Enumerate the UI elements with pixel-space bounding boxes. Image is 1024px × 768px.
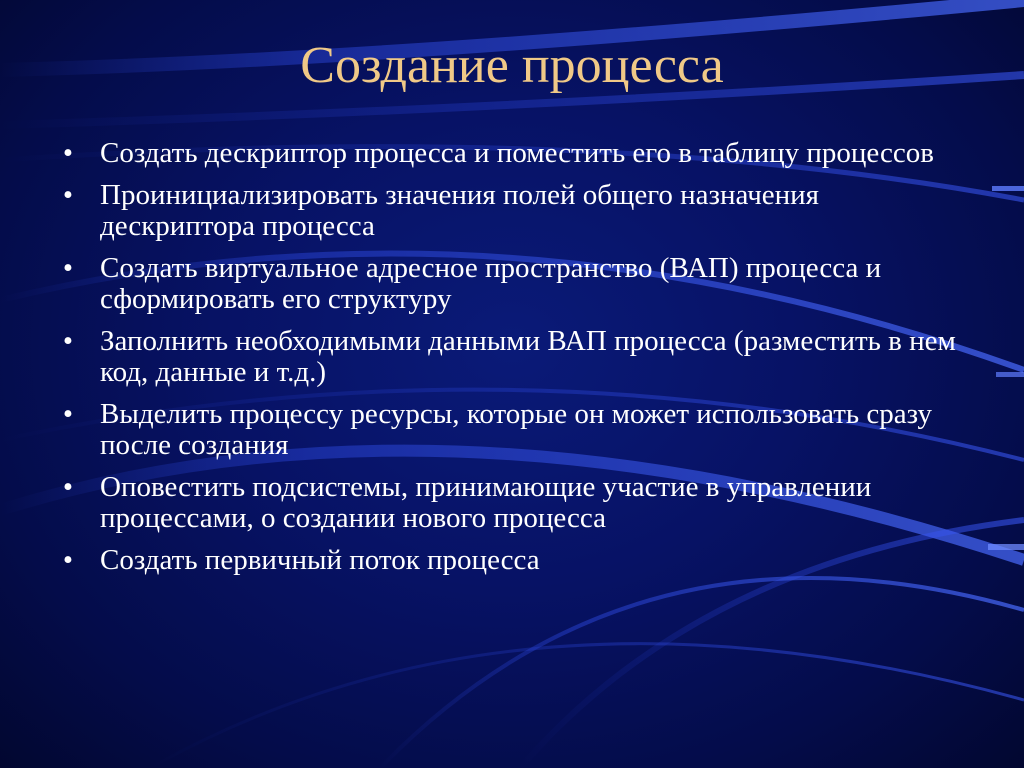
list-item-text: Создать виртуальное адресное пространство (ВАП) процесса и сформировать его структуру [100,252,882,315]
list-item-text: Выделить процессу ресурсы, которые он может использовать сразу после создания [100,398,932,461]
list-item [58,472,968,534]
list-item-text: Создать первичный поток процесса [100,544,540,576]
bullet-icon: • [62,325,74,357]
bullet-icon: • [62,544,74,576]
list-item-text: Проинициализировать значения полей общего назначения дескриптора процесса [100,179,820,242]
list-item [58,399,968,461]
list-item [58,545,968,576]
page-title: Создание процесса [300,37,724,94]
bullet-icon: • [62,471,74,503]
bullet-icon: • [62,252,74,284]
bullet-list [58,138,968,587]
list-item-text: Создать дескриптор процесса и поместить его в таблицу процессов [100,137,934,169]
list-item [58,253,968,315]
list-item [58,138,968,169]
bullet-icon: • [62,137,74,169]
bullet-icon: • [62,398,74,430]
list-item-text: Оповестить подсистемы, принимающие участие в управлении процессами, о создании нового процесса [100,471,872,534]
bullet-icon: • [62,179,74,211]
list-item [58,326,968,388]
right-edge-decoration [984,0,1024,768]
list-item-text: Заполнить необходимыми данными ВАП процесса (разместить в нем код, данные и т.д.) [100,325,956,388]
list-item [58,180,968,242]
